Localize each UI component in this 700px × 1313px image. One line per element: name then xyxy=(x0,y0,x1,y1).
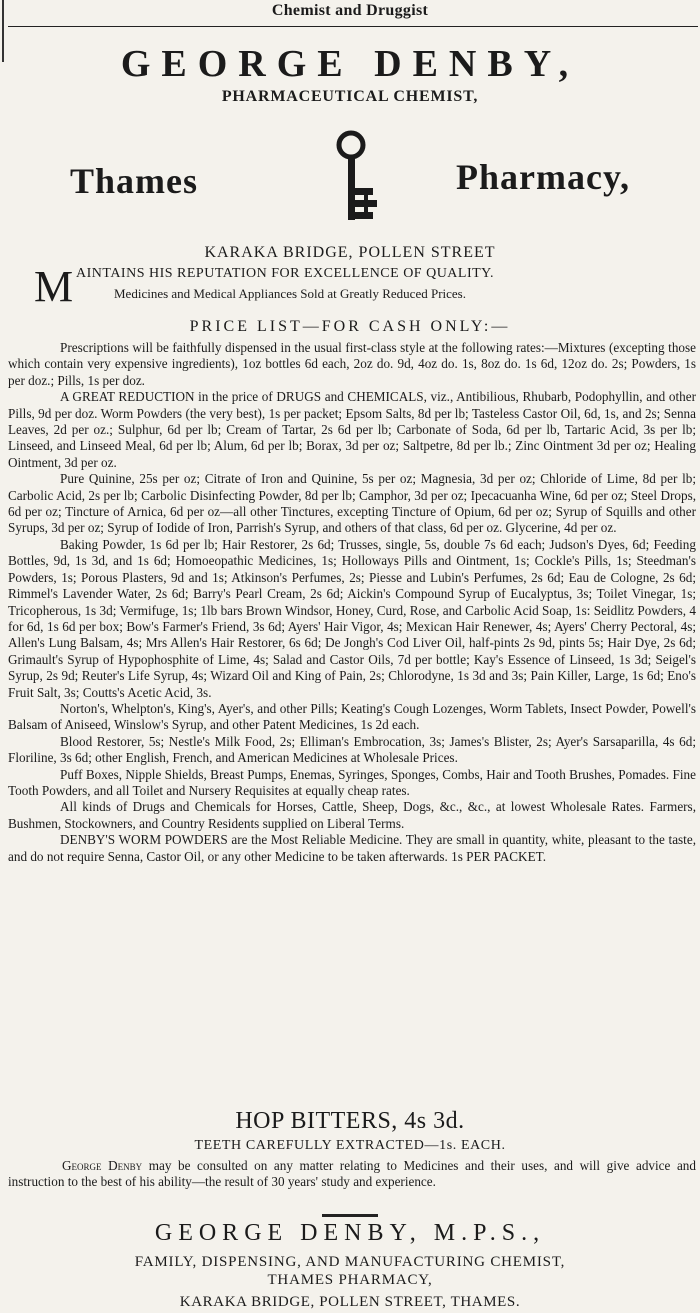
tagline: AINTAINS HIS REPUTATION FOR EXCELLENCE OF QUALITY. xyxy=(76,266,494,281)
paragraph: DENBY'S WORM POWDERS are the Most Reliable Medicine. They are small in quantity, white, pleasant to the taste, and do not require Senna, Castor Oil, or any other Medicine to be taken afterwards. 1s PER PACKET. xyxy=(8,832,696,864)
paragraph: All kinds of Drugs and Chemicals for Horses, Cattle, Sheep, Dogs, &c., &c., at lowest Wholesale Rates. Farmers, Bushmen, Stockowners, and Country Residents supplied on Liberal Terms. xyxy=(8,799,696,831)
consultation-note xyxy=(8,1158,696,1191)
consult-text: may be consulted on any matter relating to Medicines and their uses, and will give advice and instruction to the best of his ability—the result of 30 years' study and experience. xyxy=(8,1158,696,1190)
price-list-heading: PRICE LIST—FOR CASH ONLY:— xyxy=(189,318,511,335)
business-title: PHARMACEUTICAL CHEMIST, xyxy=(221,88,479,105)
paragraph: Prescriptions will be faithfully dispensed in the usual first-class style at the following rates:—Mixtures (excepting those which contain very expensive ingredients), 1oz bottles 6d each, 2oz do. 9d, 4oz do. 1s, 8oz do. 1s 6d, 12oz do. 2s; Powders, 1s per doz.; Pills, 1s per doz. xyxy=(8,340,696,388)
address: KARAKA BRIDGE, POLLEN STREET xyxy=(204,244,496,261)
business-name: GEORGE DENBY, xyxy=(120,43,580,85)
paragraph: A GREAT REDUCTION in the price of DRUGS and CHEMICALS, viz., Antibilious, Rhubarb, Podophyllin, and other Pills, 9d per doz. Worm Powders (the very best), 1s per packet; Epsom Salts, 8d per lb; Tasteless Castor Oil, 6d, 1s, and 2s; Senna Leaves, 2d per oz.; Sulphur, 6d per lb; Cream of Tartar, 2s 6d per lb; Carbonate of Soda, 6d per lb, Tartaric Acid, 3s per lb; Linseed, and Linseed Meal, 6d per lb; Alum, 6d per lb; Borax, 3d per oz; Saltpetre, 8d per lb.; Zinc Ointment 3d per oz; Healing Ointment, 3d per oz. xyxy=(8,389,696,470)
teeth-extraction: TEETH CAREFULLY EXTRACTED—1s. EACH. xyxy=(194,1138,506,1153)
divider xyxy=(322,1214,378,1217)
hop-bitters: HOP BITTERS, 4s 3d. xyxy=(235,1108,465,1134)
header-rule xyxy=(8,26,698,27)
paragraph: Norton's, Whelpton's, King's, Ayer's, and other Pills; Keating's Cough Lozenges, Worm Tablets, Insect Powder, Powell's Balsam of Aniseed, Winslow's Syrup, and other Patent Medicines, 1s 2d each. xyxy=(8,700,696,733)
paragraph: Baking Powder, 1s 6d per lb; Hair Restorer, 2s 6d; Trusses, single, 5s, double 7s 6d each; Judson's Dyes, 6d; Feeding Bottles, 9d, 1s 3d, and 1s 6d; Homoeopathic Medicines, 1s; Holloways Pills and Ointment, 1s; Cockle's Pills, 1s; Steedman's Powders, 1s; Porous Plasters, 9d and 1s; Atkinson's Perfumes, 2s; Piesse and Lubin's Perfumes, 2s 6d; Eau de Cologne, 2s 6d; Rimmel's Lavender Water, 2s 6d; Barry's Pearl Cream, 2s 6d; Aickin's Compound Syrup of Eucalyptus, 3s; Toilet Vinegar, 1s; Tricopherous, 1s 3d; Vermifuge, 1s; 1lb bars Brown Windsor, Honey, Curd, Rose, and Carbolic Acid Soap, 1s: Seidlitz Powders, 4 for 6d, 1s 6d per box; Bow's Farmer's Friend, 3s 6d; Ayers' Hair Vigor, 4s; Mexican Hair Renewer, 4s; Ayers' Cherry Pectoral, 4s; Allen's Lung Balsam, 4s; Mrs Allen's Hair Restorer, 6s 6d; De Jongh's Cod Liver Oil, half-pints 2s 9d, pints 5s; Hair Dye, 2s 6d; Grimault's Syrup of Hypophosphite of Lime, 4s; Salad and Castor Oils, 7d per bottle; Kay's Essence of Linseed, 1s 3d; Seigel's Syrup, 2s 9d; Reuter's Life Syrup, 4s; Wizard Oil and King of Pain, 2s; Chlorodyne, 1s 3d and 3s; Pain Killer, Large, 1s 6d; Eno's Fruit Salt, 3s; Coutts's Acetic Acid, 3s. xyxy=(8,536,696,700)
pharmacy-name-left: Thames xyxy=(70,161,199,201)
subtagline: Medicines and Medical Appliances Sold at Greatly Reduced Prices. xyxy=(114,286,466,301)
section-header: Chemist and Druggist xyxy=(271,2,429,19)
paragraph: Pure Quinine, 25s per oz; Citrate of Iron and Quinine, 5s per oz; Magnesia, 3d per oz; Chloride of Lime, 8d per lb; Carbolic Acid, 2s per lb; Carbolic Disinfecting Powder, 8d per lb; Camphor, 3d per oz; Ipecacuanha Wine, 6d per oz; Steel Drops, 6d per oz; Tincture of Arnica, 6d per oz—all other Tinctures, excepting Tincture of Opium, 6d per oz; Syrup of Squills and other Syrups, 3d per oz; Syrup of Iodide of Iron, Parrish's Syrup, and others of that class, 6d per oz. Glycerine, 4d per oz. xyxy=(8,471,696,536)
drop-cap: M xyxy=(34,262,74,311)
footer-title: FAMILY, DISPENSING, AND MANUFACTURING CHEMIST, xyxy=(134,1254,566,1270)
footer-address: KARAKA BRIDGE, POLLEN STREET, THAMES. xyxy=(179,1294,521,1310)
consult-name: George Denby xyxy=(62,1158,143,1173)
footer-pharmacy: THAMES PHARMACY, xyxy=(267,1272,433,1288)
paragraph: Blood Restorer, 5s; Nestle's Milk Food, 2s; Elliman's Embrocation, 3s; James's Blister, 2s; Ayer's Sarsaparilla, 4s 6d; Floriline, 3s 6d; other English, French, and American Medicines at Wholesale Prices. xyxy=(8,733,696,766)
price-list-body xyxy=(8,340,696,865)
footer-name: GEORGE DENBY, M.P.S., xyxy=(154,1220,546,1246)
pharmacy-name-right: Pharmacy, xyxy=(456,157,630,197)
key-icon xyxy=(328,130,382,226)
paragraph: Puff Boxes, Nipple Shields, Breast Pumps, Enemas, Syringes, Sponges, Combs, Hair and Tooth Brushes, Pomades. Fine Tooth Powders, and all Toilet and Nursery Requisites at equally cheap rates. xyxy=(8,766,696,798)
